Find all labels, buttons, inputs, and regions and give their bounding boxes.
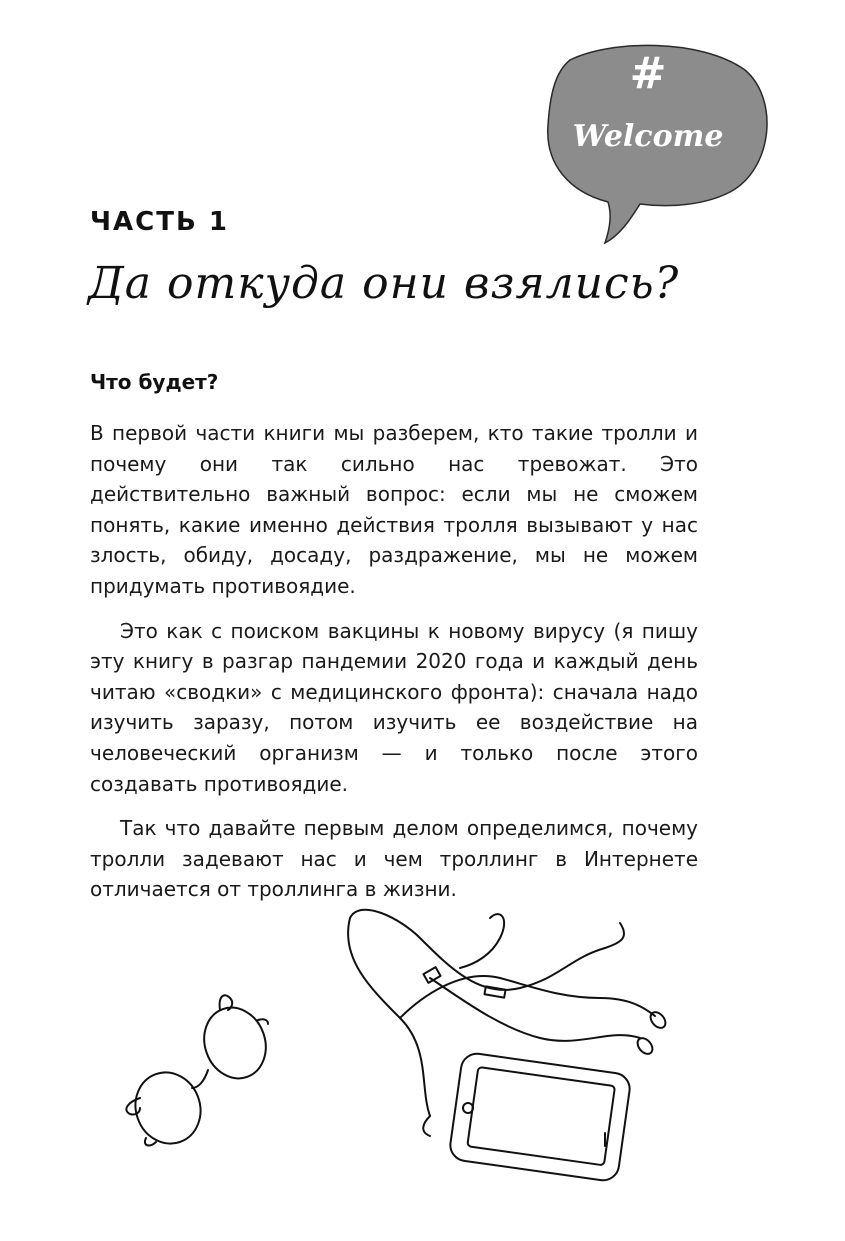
illustration (100, 898, 680, 1198)
sunglasses-drawing (126, 995, 276, 1152)
earphones-drawing (348, 910, 668, 1136)
section-heading: Что будет? (90, 370, 219, 394)
part-label: ЧАСТЬ 1 (90, 207, 229, 237)
chapter-title: Да откуда они взялись? (88, 258, 680, 309)
bubble-hashtag: # (629, 48, 667, 99)
paragraph-3: Так что давайте первым делом определимся, почему тролли задевают нас и чем троллинг в Интернете отличается от троллинга в жизни. (90, 816, 698, 902)
body-text (90, 418, 698, 905)
paragraph-1: В первой части книги мы разберем, кто такие тролли и почему они так сильно нас тревожат. Это действительно важный вопрос: если мы не сможем понять, какие именно действия тролля вызывают у нас злость, обиду, досаду, раздражение, мы не можем придумать противоядие. (90, 421, 698, 598)
phone-drawing (448, 1052, 631, 1183)
welcome-speech-bubble (540, 40, 770, 245)
paragraph-2: Это как с поиском вакцины к новому вирусу (я пишу эту книгу в разгар пандемии 2020 года и каждый день читаю «сводки» с медицинского фронта): сначала надо изучить заразу, потом изучить ее воздействие на человеческий организм — и только после этого создавать противоядие. (90, 618, 698, 796)
bubble-word: Welcome (572, 119, 724, 154)
